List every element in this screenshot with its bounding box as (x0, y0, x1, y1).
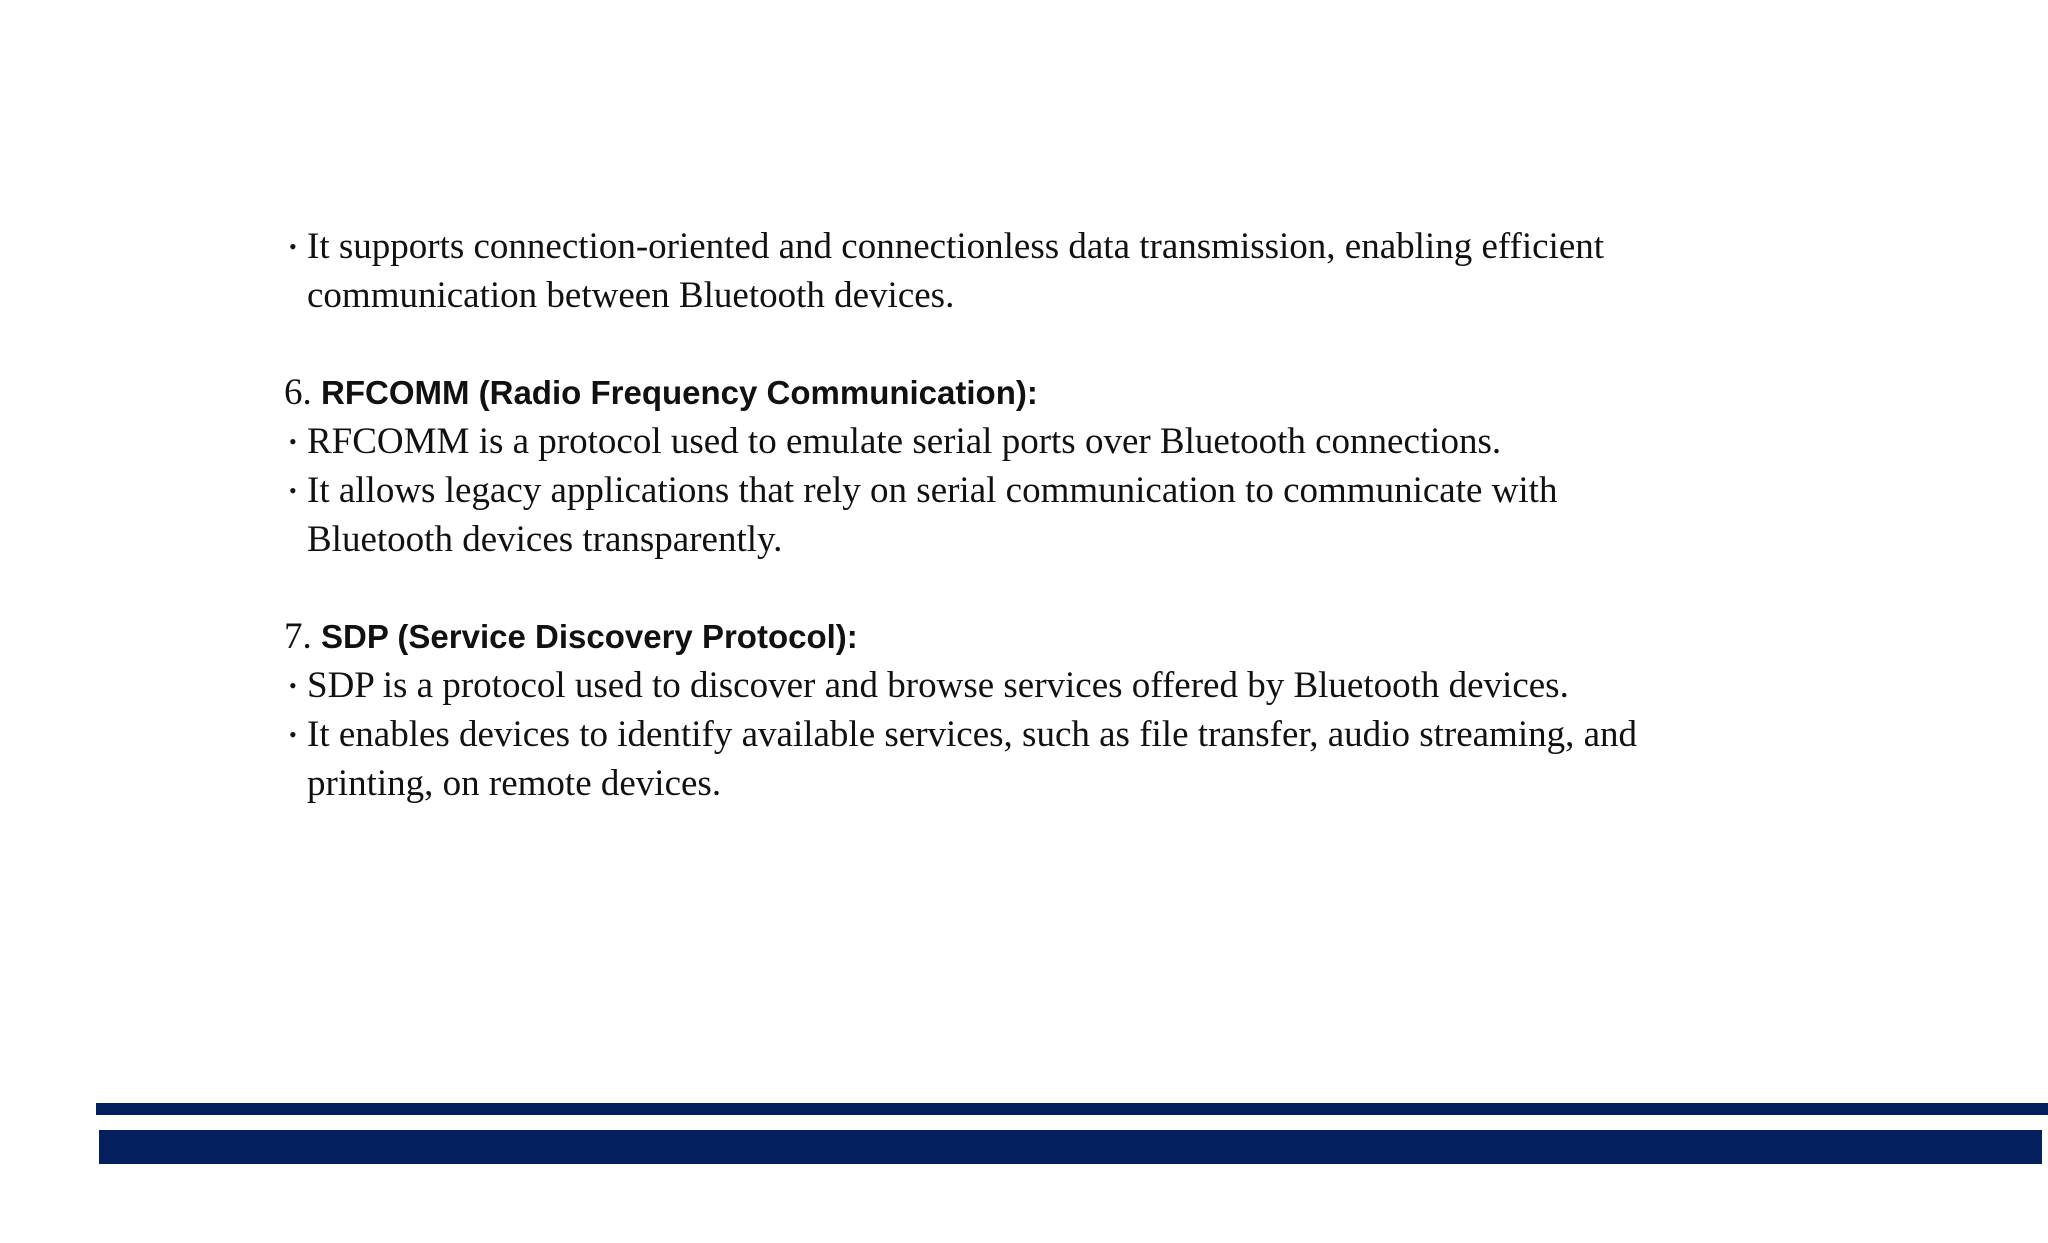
section-title: SDP (Service Discovery Protocol): (321, 618, 858, 655)
bullet-item (284, 466, 1844, 564)
bullet-dot: • (289, 429, 297, 454)
footer-bar (99, 1130, 2042, 1164)
bullet-line: Bluetooth devices transparently. (307, 519, 783, 560)
bullet-line: printing, on remote devices. (307, 763, 722, 804)
bullet-dot: • (289, 234, 297, 259)
bullet-line: It supports connection-oriented and connectionless data transmission, enabling efficient (307, 226, 1605, 267)
bullet-item (284, 710, 1844, 808)
section-heading-sdp (284, 612, 1844, 661)
section-title: RFCOMM (Radio Frequency Communication): (321, 374, 1038, 411)
bullet-item (284, 661, 1844, 710)
footer-divider-thin (96, 1103, 2048, 1115)
section-number: 6. (284, 372, 312, 413)
bullet-line: It enables devices to identify available services, such as file transfer, audio streaming, and (307, 714, 1638, 755)
bullet-line: communication between Bluetooth devices. (307, 275, 955, 316)
bullet-line: RFCOMM is a protocol used to emulate serial ports over Bluetooth connections. (307, 421, 1502, 462)
bullet-line: SDP is a protocol used to discover and browse services offered by Bluetooth devices. (307, 665, 1569, 706)
section-number: 7. (284, 616, 312, 657)
bullet-item (284, 417, 1844, 466)
slide-content (284, 222, 1844, 808)
bullet-item (284, 222, 1844, 320)
section-heading-rfcomm (284, 368, 1844, 417)
bullet-line: It allows legacy applications that rely on serial communication to communicate with (307, 470, 1558, 511)
bullet-dot: • (289, 722, 297, 747)
bullet-dot: • (289, 673, 297, 698)
bullet-dot: • (289, 478, 297, 503)
